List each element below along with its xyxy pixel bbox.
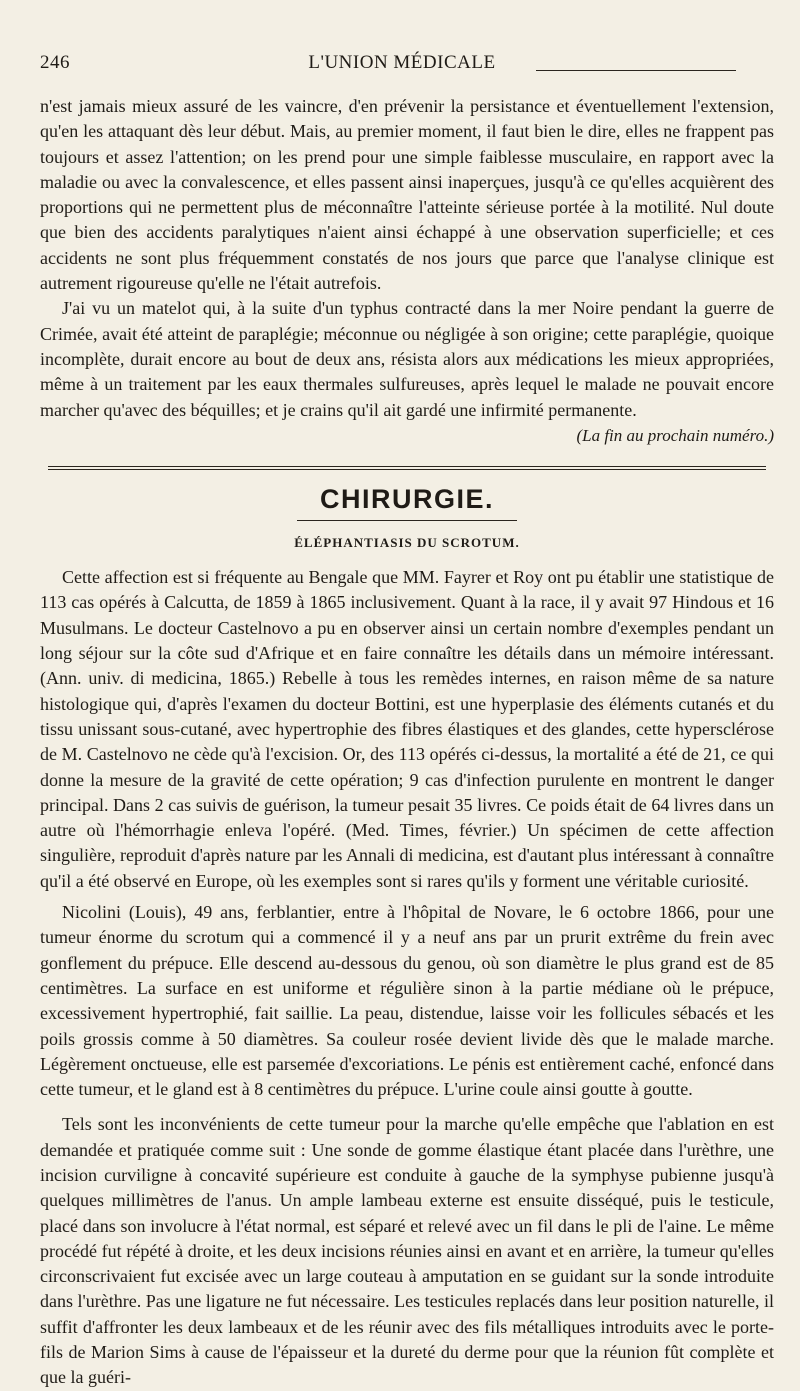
article-body xyxy=(40,565,774,1391)
page-number: 246 xyxy=(40,52,70,73)
article-title: ÉLÉPHANTIASIS DU SCROTUM. xyxy=(294,535,520,551)
paragraph-case: Nicolini (Louis), 49 ans, ferblantier, entre à l'hôpital de Novare, le 6 octobre 1866, pour une tumeur énorme du scrotum qui a commencé il y a neuf ans par un prurit extrême du frein avec gonflement du prépuce. Elle descend au-dessous du genou, où son diamètre le plus grand est de 85 centimètres. La surface en est uniforme et régulière sinon à la partie médiane où le prépuce, excessivement hypertrophié, fait saillie. La peau, distendue, laisse voir les follicules sébacés et les poils grossis comme à 50 diamètres. Sa couleur rosée devient livide dès que le malade marche. Légèrement onctueuse, elle est parsemée d'excoriations. Le pénis est entièrement caché, enfoncé dans cette tumeur, et le gland est à 8 centimètres du prépuce. L'urine coule ainsi goutte à goutte. xyxy=(40,902,774,1100)
continuation-note: (La fin au prochain numéro.) xyxy=(576,425,774,445)
section-divider xyxy=(48,466,766,470)
section-title-rule xyxy=(297,520,517,521)
paragraph-operation: Tels sont les inconvénients de cette tumeur pour la marche qu'elle empêche que l'ablation en est demandée et pratiquée comme suit : Une sonde de gomme élastique étant placée dans l'urèthre, une incision curviligne à concavité supérieure est conduite à gauche de la symphyse pubienne jusqu'à quelques millimètres de l'anus. Un ample lambeau externe est ensuite disséqué, puis le testicule, placé dans son involucre à l'état normal, est séparé et relevé avec un fil dans le pli de l'aine. Le même procédé fut répété à droite, et les deux incisions réunies ainsi en avant et en arrière, la tumeur qu'elles circonscrivaient fut excisée avec un large couteau à amputation en se guidant sur la sonde introduite dans l'urèthre. Pas une ligature ne fut nécessaire. Les testicules replacés dans leur position naturelle, il suffit d'affronter les deux lambeaux et de les réunir avec des fils métalliques introduits avec le porte-fils de Marion Sims à cause de l'épaisseur et la dureté du derme pour que la réunion fût complète et que la guéri- xyxy=(40,1114,774,1388)
running-title: L'UNION MÉDICALE xyxy=(308,52,496,73)
paragraph-intro: Cette affection est si fréquente au Bengale que MM. Fayrer et Roy ont pu établir une statistique de 113 cas opérés à Calcutta, de 1859 à 1865 inclusivement. Quant à la race, il y avait 97 Hindous et 16 Musulmans. Le docteur Castelnovo a pu en observer ainsi un certain nombre d'exemples pendant un long séjour sur la côte sud d'Afrique et en faire connaître les détails dans un mémoire intéressant. (Ann. univ. di medicina, 1865.) Rebelle à tous les remèdes internes, en raison même de sa nature histologique qui, d'après l'examen du docteur Bottini, est une hyperplasie des éléments cutanés et du tissu unissant sous-cutané, avec hypertrophie des fibres élastiques et des glandes, cette hypersclérose de M. Castelnovo ne cède qu'à l'excision. Or, des 113 opérés ci-dessus, la mortalité a été de 21, ce qui donne la mesure de la gravité de cette opération; 9 cas d'infection purulente en montrent le danger principal. Dans 2 cas suivis de guérison, la tumeur pesait 35 livres. Ce poids était de 64 livres dans un autre où l'hémorrhagie enleva l'opéré. (Med. Times, février.) Un spécimen de cette affection singulière, reproduit d'après nature par les Annali di medicina, est d'autant plus intéressant à connaître qu'il a été observé en Europe, où les exemples sont si rares qu'ils y forment une véritable curiosité. xyxy=(40,567,774,891)
section-title: CHIRURGIE. xyxy=(319,484,494,515)
paragraph-continued: n'est jamais mieux assuré de les vaincre, d'en prévenir la persistance et éventuellement l'extension, qu'en les attaquant dès leur début. Mais, au premier moment, il faut bien le dire, elles ne frappent pas toujours et assez l'attention; on les prend pour une simple faiblesse musculaire, en rapport avec la maladie ou avec la convalescence, et elles passent ainsi inaperçues, jusqu'à ce qu'elles acquièrent des proportions qui ne permettent plus de méconnaître l'atteinte sérieuse portée à la motilité. Nul doute que bien des accidents paralytiques n'aient ainsi échappé à une observation superficielle; et ces accidents ne sont plus fréquemment constatés de nos jours que parce que l'analyse clinique est autrement rigoureuse qu'elle ne l'était autrefois. xyxy=(40,96,774,294)
paragraph-matelot: J'ai vu un matelot qui, à la suite d'un typhus contracté dans la mer Noire pendant la guerre de Crimée, avait été atteint de paraplégie; méconnue ou négligée à son origine; cette paraplégie, quoique incomplète, durait encore au bout de deux ans, résista alors aux médications les mieux appropriées, même à un traitement par les eaux thermales sulfureuses, après lequel le malade ne pouvait encore marcher qu'avec des béquilles; et je crains qu'il ait gardé une infirmité permanente. xyxy=(40,298,774,420)
page-header xyxy=(40,52,774,84)
continued-article xyxy=(40,94,774,448)
header-rule xyxy=(536,70,736,71)
